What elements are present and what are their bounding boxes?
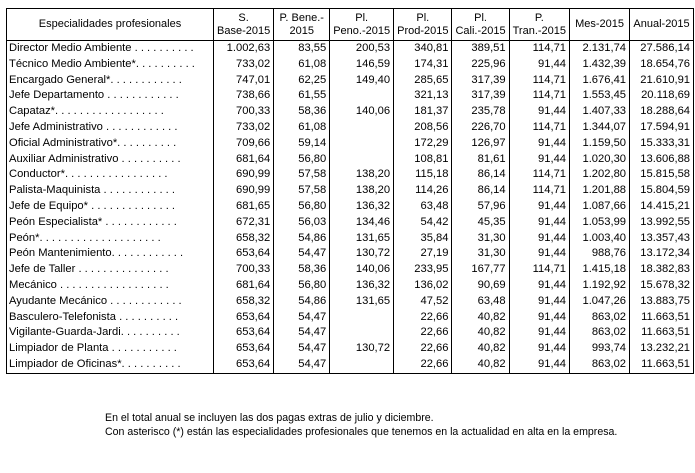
column-header: Mes-2015 (570, 9, 630, 41)
specialty-name-cell: Limpiador de Oficinas*. . . . . . . . . . (7, 357, 214, 373)
table-row (7, 167, 694, 183)
value-cell: 45,35 (452, 215, 509, 231)
value-cell (330, 152, 394, 168)
value-cell: 54,47 (274, 246, 330, 262)
value-cell: 700,33 (214, 104, 274, 120)
table-row (7, 152, 694, 168)
value-cell: 140,06 (330, 104, 394, 120)
table-row (7, 136, 694, 152)
value-cell: 13.883,75 (630, 294, 694, 310)
specialty-name-cell: Jefe de Equipo* . . . . . . . . . . . . . . (7, 199, 214, 215)
value-cell: 47,52 (394, 294, 452, 310)
value-cell: 1.676,41 (570, 73, 630, 89)
value-cell: 700,33 (214, 262, 274, 278)
value-cell: 1.553,45 (570, 88, 630, 104)
value-cell: 690,99 (214, 167, 274, 183)
table-body (7, 41, 694, 374)
value-cell: 40,82 (452, 310, 509, 326)
value-cell: 90,69 (452, 278, 509, 294)
specialty-name-cell: Peón Especialista* . . . . . . . . . . . . (7, 215, 214, 231)
value-cell: 1.432,39 (570, 57, 630, 73)
value-cell: 863,02 (570, 325, 630, 341)
value-cell: 114,71 (509, 88, 569, 104)
value-cell (330, 357, 394, 373)
value-cell: 91,44 (509, 294, 569, 310)
value-cell: 114,71 (509, 167, 569, 183)
value-cell: 15.815,58 (630, 167, 694, 183)
value-cell: 11.663,51 (630, 325, 694, 341)
value-cell: 167,77 (452, 262, 509, 278)
value-cell: 15.333,31 (630, 136, 694, 152)
value-cell: 22,66 (394, 325, 452, 341)
value-cell: 658,32 (214, 294, 274, 310)
value-cell: 18.654,76 (630, 57, 694, 73)
value-cell: 54,47 (274, 325, 330, 341)
value-cell: 54,47 (274, 357, 330, 373)
table-row (7, 246, 694, 262)
footnote-asterisk: Con asterisco (*) están las especialidades profesionales que tenemos en la actualidad en alta en la empresa. (105, 426, 618, 438)
specialty-name-cell: Palista-Maquinista . . . . . . . . . . . . (7, 183, 214, 199)
value-cell: 653,64 (214, 325, 274, 341)
value-cell: 114,26 (394, 183, 452, 199)
table-row (7, 262, 694, 278)
value-cell: 91,44 (509, 310, 569, 326)
table-row (7, 357, 694, 373)
column-header: Pl. Peno.-2015 (330, 9, 394, 41)
value-cell: 56,80 (274, 278, 330, 294)
specialty-name-cell: Peón*. . . . . . . . . . . . . . . . . . . . (7, 231, 214, 247)
value-cell: 114,71 (509, 183, 569, 199)
value-cell: 226,70 (452, 120, 509, 136)
specialty-name-cell: Jefe Departamento . . . . . . . . . . . . (7, 88, 214, 104)
value-cell: 108,81 (394, 152, 452, 168)
value-cell: 35,84 (394, 231, 452, 247)
footnote-annual: En el total anual se incluyen las dos pagas extras de julio y diciembre. (105, 412, 434, 424)
value-cell: 57,96 (452, 199, 509, 215)
value-cell: 340,81 (394, 41, 452, 57)
value-cell: 233,95 (394, 262, 452, 278)
value-cell: 91,44 (509, 104, 569, 120)
value-cell: 114,71 (509, 41, 569, 57)
value-cell: 114,71 (509, 262, 569, 278)
value-cell: 27,19 (394, 246, 452, 262)
value-cell: 1.192,92 (570, 278, 630, 294)
value-cell: 672,31 (214, 215, 274, 231)
value-cell: 91,44 (509, 246, 569, 262)
specialty-name-cell: Jefe Administrativo . . . . . . . . . . . . (7, 120, 214, 136)
value-cell (330, 136, 394, 152)
value-cell: 1.002,63 (214, 41, 274, 57)
value-cell: 11.663,51 (630, 357, 694, 373)
value-cell: 91,44 (509, 57, 569, 73)
value-cell: 181,37 (394, 104, 452, 120)
value-cell: 56,03 (274, 215, 330, 231)
table-row (7, 88, 694, 104)
value-cell: 1.407,33 (570, 104, 630, 120)
value-cell: 86,14 (452, 167, 509, 183)
value-cell: 18.382,83 (630, 262, 694, 278)
value-cell: 54,42 (394, 215, 452, 231)
value-cell: 40,82 (452, 341, 509, 357)
value-cell: 17.594,91 (630, 120, 694, 136)
column-header: Especialidades profesionales (7, 9, 214, 41)
table-row (7, 73, 694, 89)
value-cell: 131,65 (330, 294, 394, 310)
value-cell: 91,44 (509, 199, 569, 215)
value-cell: 13.172,34 (630, 246, 694, 262)
value-cell: 208,56 (394, 120, 452, 136)
value-cell: 22,66 (394, 310, 452, 326)
value-cell: 681,64 (214, 152, 274, 168)
value-cell: 86,14 (452, 183, 509, 199)
specialty-name-cell: Oficial Administrativo*. . . . . . . . . . (7, 136, 214, 152)
table-row (7, 183, 694, 199)
value-cell: 91,44 (509, 215, 569, 231)
value-cell: 91,44 (509, 136, 569, 152)
value-cell: 91,44 (509, 325, 569, 341)
value-cell: 22,66 (394, 357, 452, 373)
specialty-name-cell: Basculero-Telefonista . . . . . . . . . . (7, 310, 214, 326)
value-cell: 993,74 (570, 341, 630, 357)
value-cell: 31,30 (452, 231, 509, 247)
value-cell: 54,86 (274, 231, 330, 247)
value-cell: 681,64 (214, 278, 274, 294)
value-cell: 91,44 (509, 231, 569, 247)
table-row (7, 199, 694, 215)
value-cell: 40,82 (452, 357, 509, 373)
value-cell: 389,51 (452, 41, 509, 57)
value-cell: 62,25 (274, 73, 330, 89)
value-cell: 40,82 (452, 325, 509, 341)
salary-table (6, 8, 694, 374)
value-cell: 653,64 (214, 357, 274, 373)
value-cell: 91,44 (509, 341, 569, 357)
value-cell: 63,48 (394, 199, 452, 215)
value-cell: 1.047,26 (570, 294, 630, 310)
specialty-name-cell: Técnico Medio Ambiente*. . . . . . . . . . (7, 57, 214, 73)
value-cell: 31,30 (452, 246, 509, 262)
value-cell: 146,59 (330, 57, 394, 73)
value-cell: 58,36 (274, 104, 330, 120)
value-cell: 136,32 (330, 278, 394, 294)
specialty-name-cell: Jefe de Taller . . . . . . . . . . . . . . . (7, 262, 214, 278)
value-cell: 63,48 (452, 294, 509, 310)
value-cell (330, 325, 394, 341)
value-cell: 57,58 (274, 183, 330, 199)
value-cell: 13.606,88 (630, 152, 694, 168)
value-cell: 733,02 (214, 120, 274, 136)
value-cell: 200,53 (330, 41, 394, 57)
value-cell: 1.202,80 (570, 167, 630, 183)
column-header: Anual-2015 (630, 9, 694, 41)
table-row (7, 325, 694, 341)
column-header: S. Base-2015 (214, 9, 274, 41)
value-cell: 1.020,30 (570, 152, 630, 168)
specialty-name-cell: Conductor*. . . . . . . . . . . . . . . . . (7, 167, 214, 183)
value-cell: 61,08 (274, 120, 330, 136)
value-cell: 81,61 (452, 152, 509, 168)
table-row (7, 310, 694, 326)
value-cell: 138,20 (330, 183, 394, 199)
specialty-name-cell: Encargado General*. . . . . . . . . . . . (7, 73, 214, 89)
value-cell: 13.232,21 (630, 341, 694, 357)
value-cell: 317,39 (452, 73, 509, 89)
column-header: P. Bene.- 2015 (274, 9, 330, 41)
table-row (7, 278, 694, 294)
value-cell: 2.131,74 (570, 41, 630, 57)
value-cell: 653,64 (214, 246, 274, 262)
value-cell: 56,80 (274, 199, 330, 215)
value-cell: 653,64 (214, 341, 274, 357)
table-row (7, 231, 694, 247)
value-cell: 321,13 (394, 88, 452, 104)
value-cell: 1.415,18 (570, 262, 630, 278)
value-cell: 131,65 (330, 231, 394, 247)
value-cell: 130,72 (330, 246, 394, 262)
value-cell: 18.288,64 (630, 104, 694, 120)
value-cell: 91,44 (509, 152, 569, 168)
value-cell: 57,58 (274, 167, 330, 183)
value-cell: 20.118,69 (630, 88, 694, 104)
value-cell: 61,55 (274, 88, 330, 104)
value-cell: 285,65 (394, 73, 452, 89)
value-cell: 733,02 (214, 57, 274, 73)
value-cell: 172,29 (394, 136, 452, 152)
footnotes (105, 411, 617, 439)
value-cell: 54,86 (274, 294, 330, 310)
value-cell: 863,02 (570, 310, 630, 326)
column-header: Pl. Cali.-2015 (452, 9, 509, 41)
value-cell: 174,31 (394, 57, 452, 73)
value-cell: 91,44 (509, 357, 569, 373)
value-cell: 690,99 (214, 183, 274, 199)
value-cell: 134,46 (330, 215, 394, 231)
value-cell: 653,64 (214, 310, 274, 326)
value-cell: 114,71 (509, 120, 569, 136)
value-cell: 1.344,07 (570, 120, 630, 136)
value-cell: 1.201,88 (570, 183, 630, 199)
table-row (7, 104, 694, 120)
column-header: P. Tran.-2015 (509, 9, 569, 41)
value-cell: 13.357,43 (630, 231, 694, 247)
specialty-name-cell: Vigilante-Guarda-Jardi. . . . . . . . . . (7, 325, 214, 341)
value-cell: 21.610,91 (630, 73, 694, 89)
value-cell: 136,02 (394, 278, 452, 294)
specialty-name-cell: Peón Mantenimiento. . . . . . . . . . . . (7, 246, 214, 262)
value-cell: 681,65 (214, 199, 274, 215)
value-cell: 59,14 (274, 136, 330, 152)
table-row (7, 294, 694, 310)
value-cell: 15.678,32 (630, 278, 694, 294)
specialty-name-cell: Limpiador de Planta . . . . . . . . . . . (7, 341, 214, 357)
value-cell: 114,71 (509, 73, 569, 89)
value-cell: 136,32 (330, 199, 394, 215)
specialty-name-cell: Director Medio Ambiente . . . . . . . . . . (7, 41, 214, 57)
value-cell: 138,20 (330, 167, 394, 183)
value-cell: 56,80 (274, 152, 330, 168)
value-cell: 22,66 (394, 341, 452, 357)
value-cell: 61,08 (274, 57, 330, 73)
table-row (7, 41, 694, 57)
specialty-name-cell: Mecánico . . . . . . . . . . . . . . . . . . (7, 278, 214, 294)
value-cell: 863,02 (570, 357, 630, 373)
value-cell: 54,47 (274, 310, 330, 326)
value-cell: 11.663,51 (630, 310, 694, 326)
table-row (7, 215, 694, 231)
value-cell (330, 88, 394, 104)
specialty-name-cell: Ayudante Mecánico . . . . . . . . . . . . (7, 294, 214, 310)
table-row (7, 120, 694, 136)
value-cell: 130,72 (330, 341, 394, 357)
value-cell: 54,47 (274, 341, 330, 357)
value-cell: 235,78 (452, 104, 509, 120)
value-cell: 13.992,55 (630, 215, 694, 231)
specialty-name-cell: Capataz*. . . . . . . . . . . . . . . . . . (7, 104, 214, 120)
table-header-row (7, 9, 694, 41)
value-cell: 988,76 (570, 246, 630, 262)
value-cell (330, 120, 394, 136)
table-row (7, 57, 694, 73)
value-cell: 658,32 (214, 231, 274, 247)
value-cell: 140,06 (330, 262, 394, 278)
value-cell: 709,66 (214, 136, 274, 152)
value-cell: 747,01 (214, 73, 274, 89)
value-cell: 149,40 (330, 73, 394, 89)
value-cell: 738,66 (214, 88, 274, 104)
value-cell (330, 310, 394, 326)
value-cell: 14.415,21 (630, 199, 694, 215)
value-cell: 115,18 (394, 167, 452, 183)
column-header: Pl. Prod-2015 (394, 9, 452, 41)
value-cell: 83,55 (274, 41, 330, 57)
value-cell: 317,39 (452, 88, 509, 104)
value-cell: 1.003,40 (570, 231, 630, 247)
value-cell: 1.053,99 (570, 215, 630, 231)
value-cell: 1.159,50 (570, 136, 630, 152)
table-row (7, 341, 694, 357)
value-cell: 126,97 (452, 136, 509, 152)
value-cell: 27.586,14 (630, 41, 694, 57)
value-cell: 15.804,59 (630, 183, 694, 199)
value-cell: 91,44 (509, 278, 569, 294)
value-cell: 58,36 (274, 262, 330, 278)
specialty-name-cell: Auxiliar Administrativo . . . . . . . . . . (7, 152, 214, 168)
value-cell: 225,96 (452, 57, 509, 73)
value-cell: 1.087,66 (570, 199, 630, 215)
